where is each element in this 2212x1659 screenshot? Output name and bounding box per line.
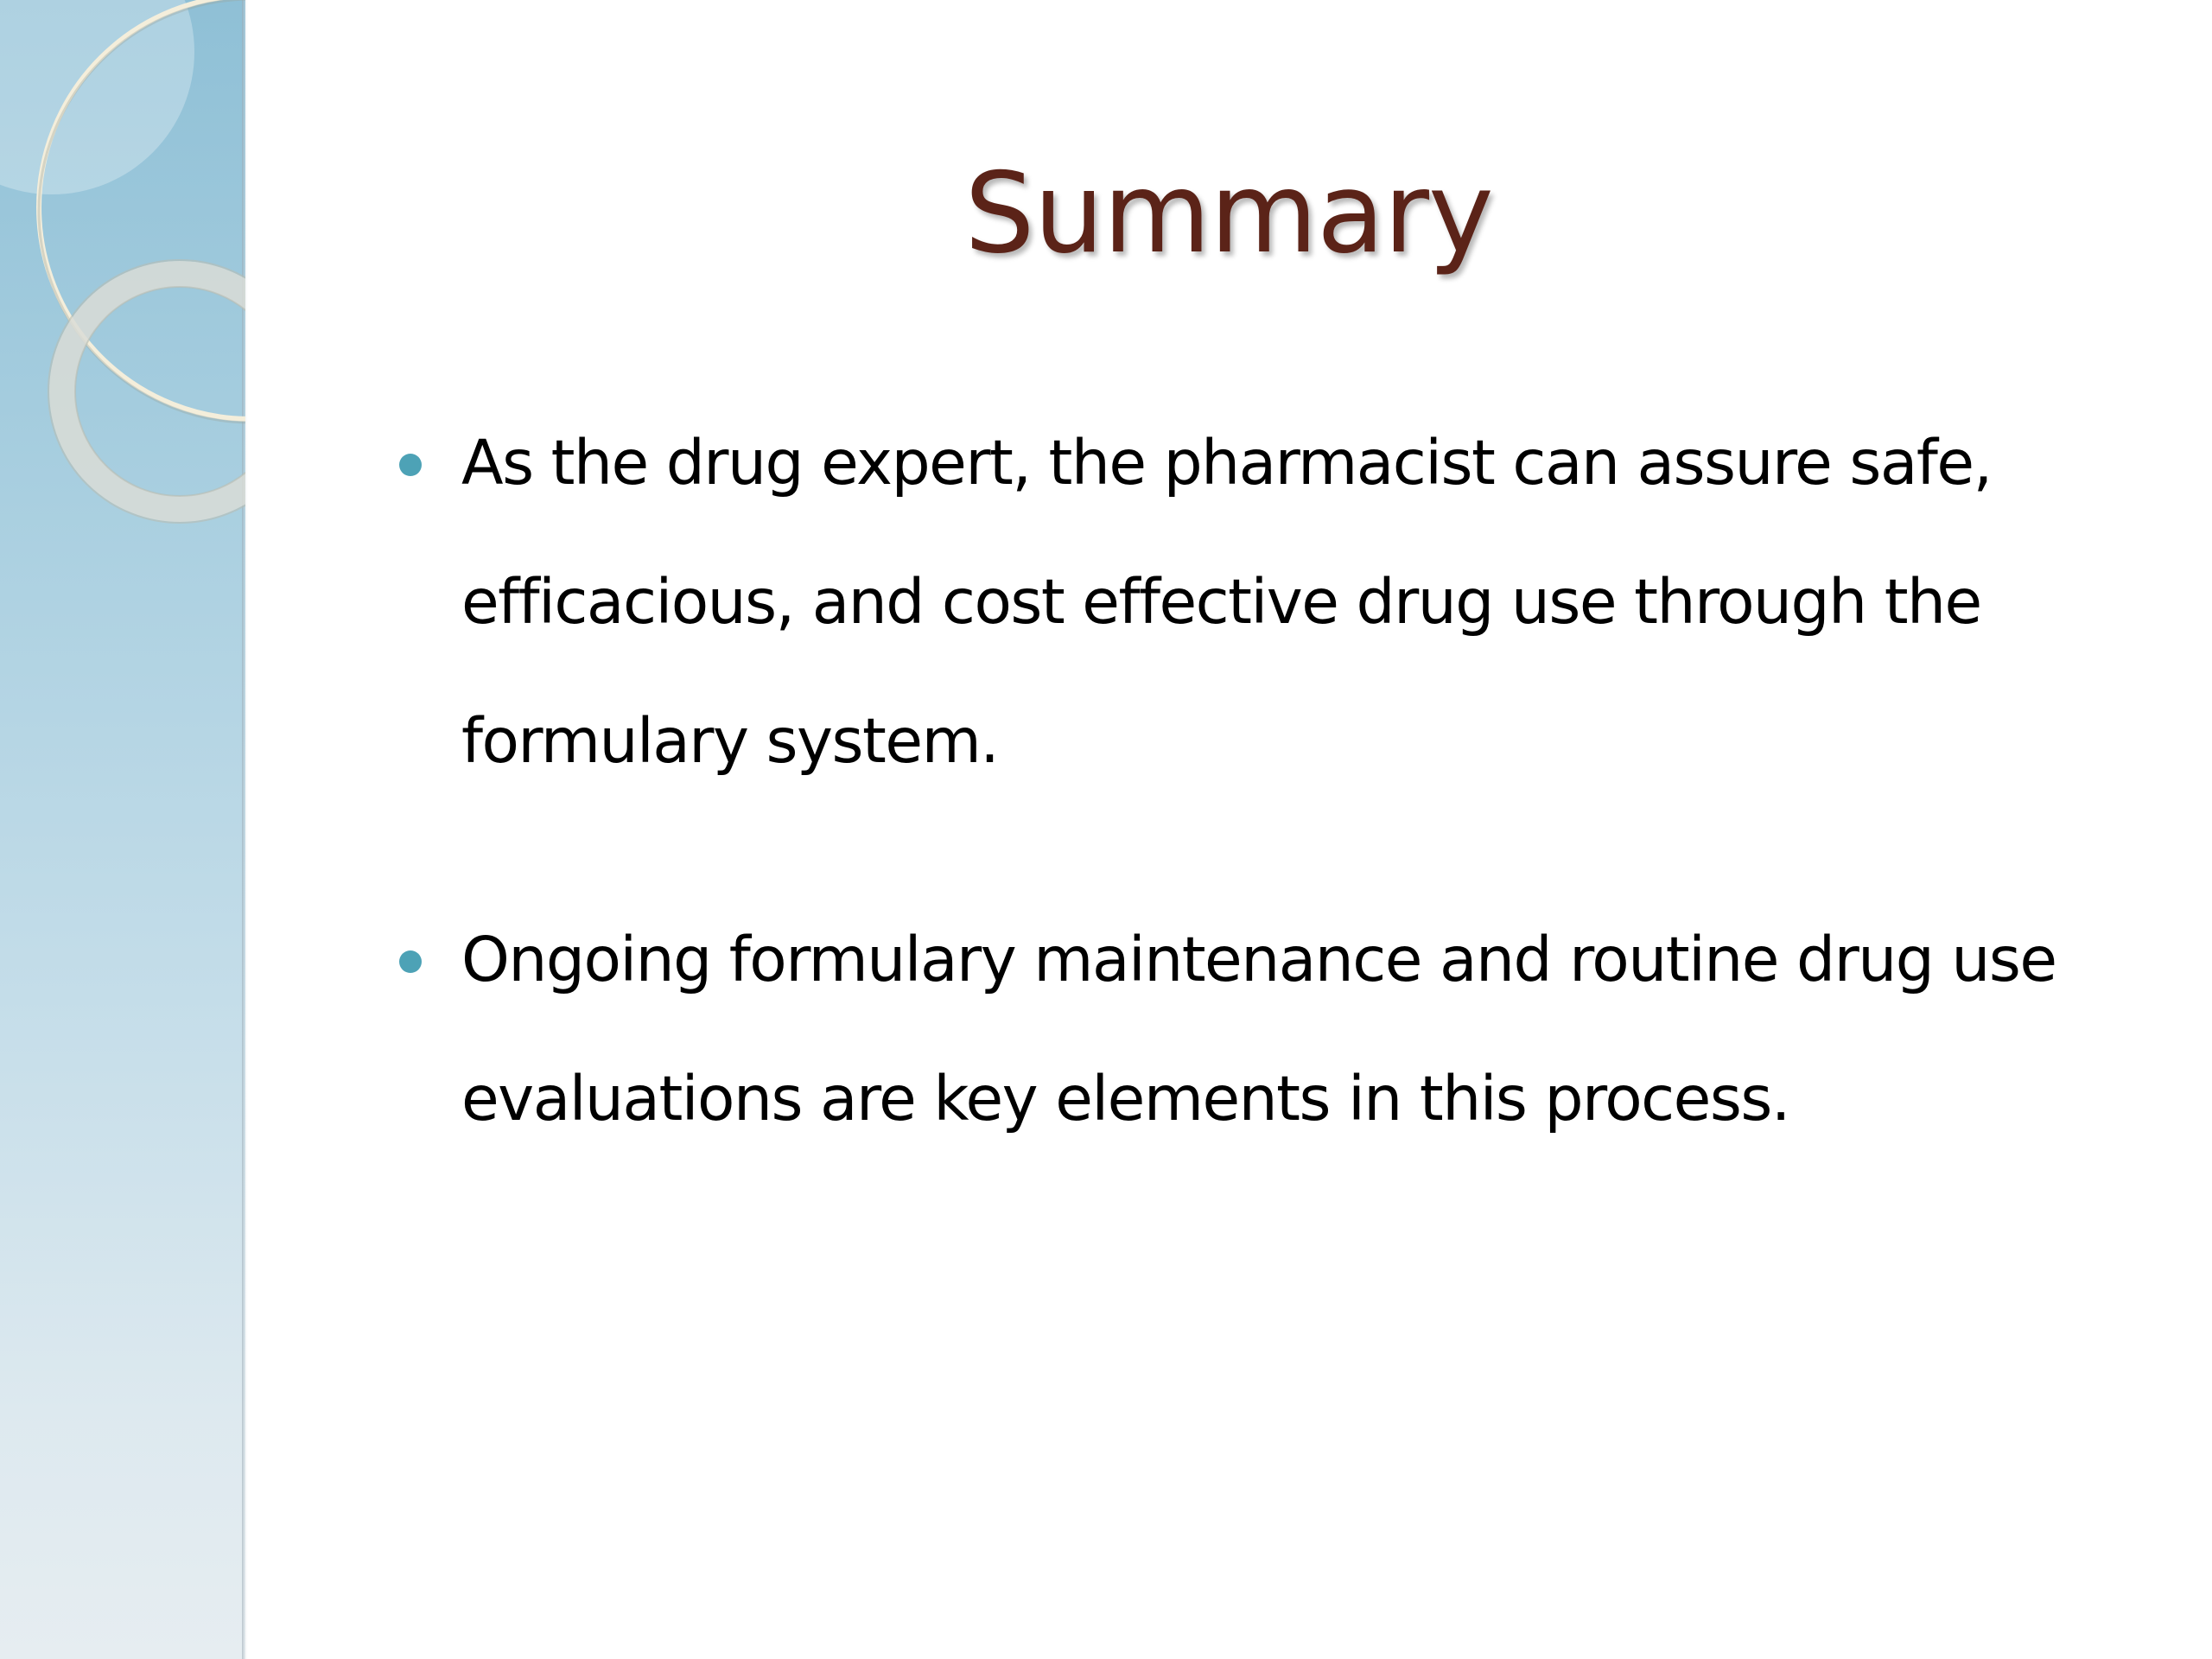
thick-ring xyxy=(62,274,245,509)
bullet-marker-icon xyxy=(399,454,422,476)
bullet-item xyxy=(387,393,2184,810)
bullet-list xyxy=(387,393,2184,1248)
bullet-text: As the drug expert, the pharmacist can assure safe, efficacious, and cost effective drug use through the formulary system. xyxy=(461,427,1992,777)
bullet-text: Ongoing formulary maintenance and routine drug use evaluations are key elements in this process. xyxy=(461,924,2056,1135)
translucent-disc xyxy=(0,0,194,194)
decorative-circles xyxy=(0,0,245,553)
decorative-circles-graphic xyxy=(0,0,245,553)
slide-title: Summary xyxy=(964,149,1493,278)
bullet-marker-icon xyxy=(399,950,422,973)
bullet-item xyxy=(387,890,2184,1168)
